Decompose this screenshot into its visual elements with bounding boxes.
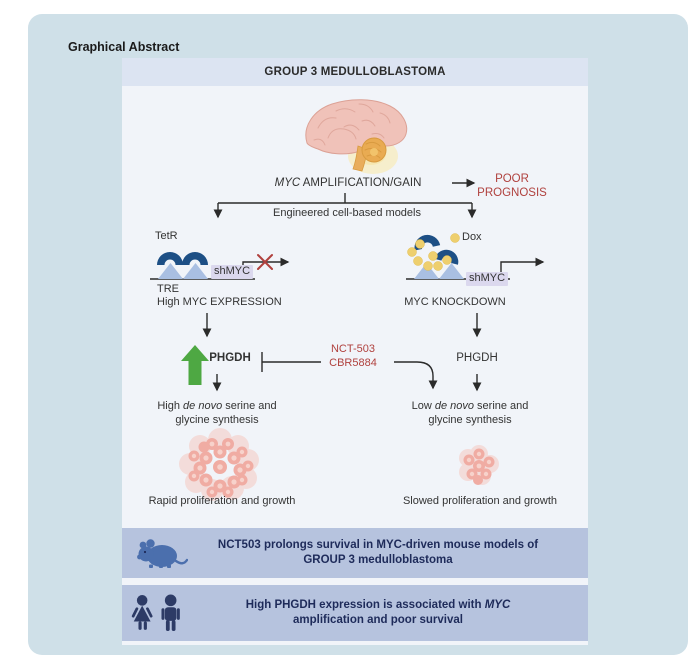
amplification-text: AMPLIFICATION/GAIN [300, 177, 422, 189]
shmyc-label-left: shMYC [211, 265, 253, 279]
phgdh-label-left: PHGDH [209, 352, 251, 364]
low-synthesis-label: Low de novo serine and glycine synthesis [411, 400, 529, 426]
poor-prognosis-label: POOR PROGNOSIS [477, 173, 547, 199]
arrow-inhibitor-to-right [394, 362, 433, 388]
tetr-protein-icon [182, 252, 208, 265]
high-synthesis-label: High de novo serine and glycine synthesis [157, 400, 277, 426]
engineered-models-label: Engineered cell-based models [273, 207, 421, 219]
inhibitors-label: NCT-503 CBR5884 [329, 343, 377, 369]
dox-label: Dox [462, 231, 482, 243]
tumor-cells-large [179, 428, 259, 501]
myc-knockdown-label: MYC KNOCKDOWN [404, 296, 506, 308]
panel-header: GROUP 3 MEDULLOBLASTOMA [122, 58, 588, 86]
brain-illustration [306, 100, 407, 174]
mouse-banner-text: NCT503 prolongs survival in MYC-driven mouse models of GROUP 3 medulloblastoma [217, 539, 539, 566]
graphical-abstract-card [28, 14, 688, 655]
tetr-protein-icon [157, 252, 183, 265]
page-title: Graphical Abstract [68, 40, 180, 54]
patient-banner [122, 585, 588, 641]
high-myc-expression-label: High MYC EXPRESSION [157, 296, 282, 308]
tumor-cells-small [459, 445, 499, 485]
abstract-panel [122, 58, 588, 645]
diagram-area [122, 86, 588, 528]
myc-amplification-label [275, 177, 422, 190]
patient-banner-text: High PHGDH expression is associated with MYC amplification and poor survival [245, 599, 511, 626]
myc-gene-text: MYC [274, 177, 301, 189]
phgdh-label-right: PHGDH [456, 352, 498, 364]
slowed-growth-label: Slowed proliferation and growth [402, 495, 558, 507]
up-arrow-icon [181, 345, 209, 385]
tre-site-icon [158, 263, 183, 279]
tre-label: TRE [157, 283, 179, 295]
tre-site-icon [439, 263, 464, 279]
shmyc-label-right: shMYC [466, 272, 508, 286]
rapid-growth-label: Rapid proliferation and growth [148, 495, 296, 507]
tetr-label: TetR [155, 230, 178, 242]
mouse-model-banner [122, 528, 588, 578]
tre-site-icon [183, 263, 208, 279]
inhibition-tbar [262, 352, 321, 372]
